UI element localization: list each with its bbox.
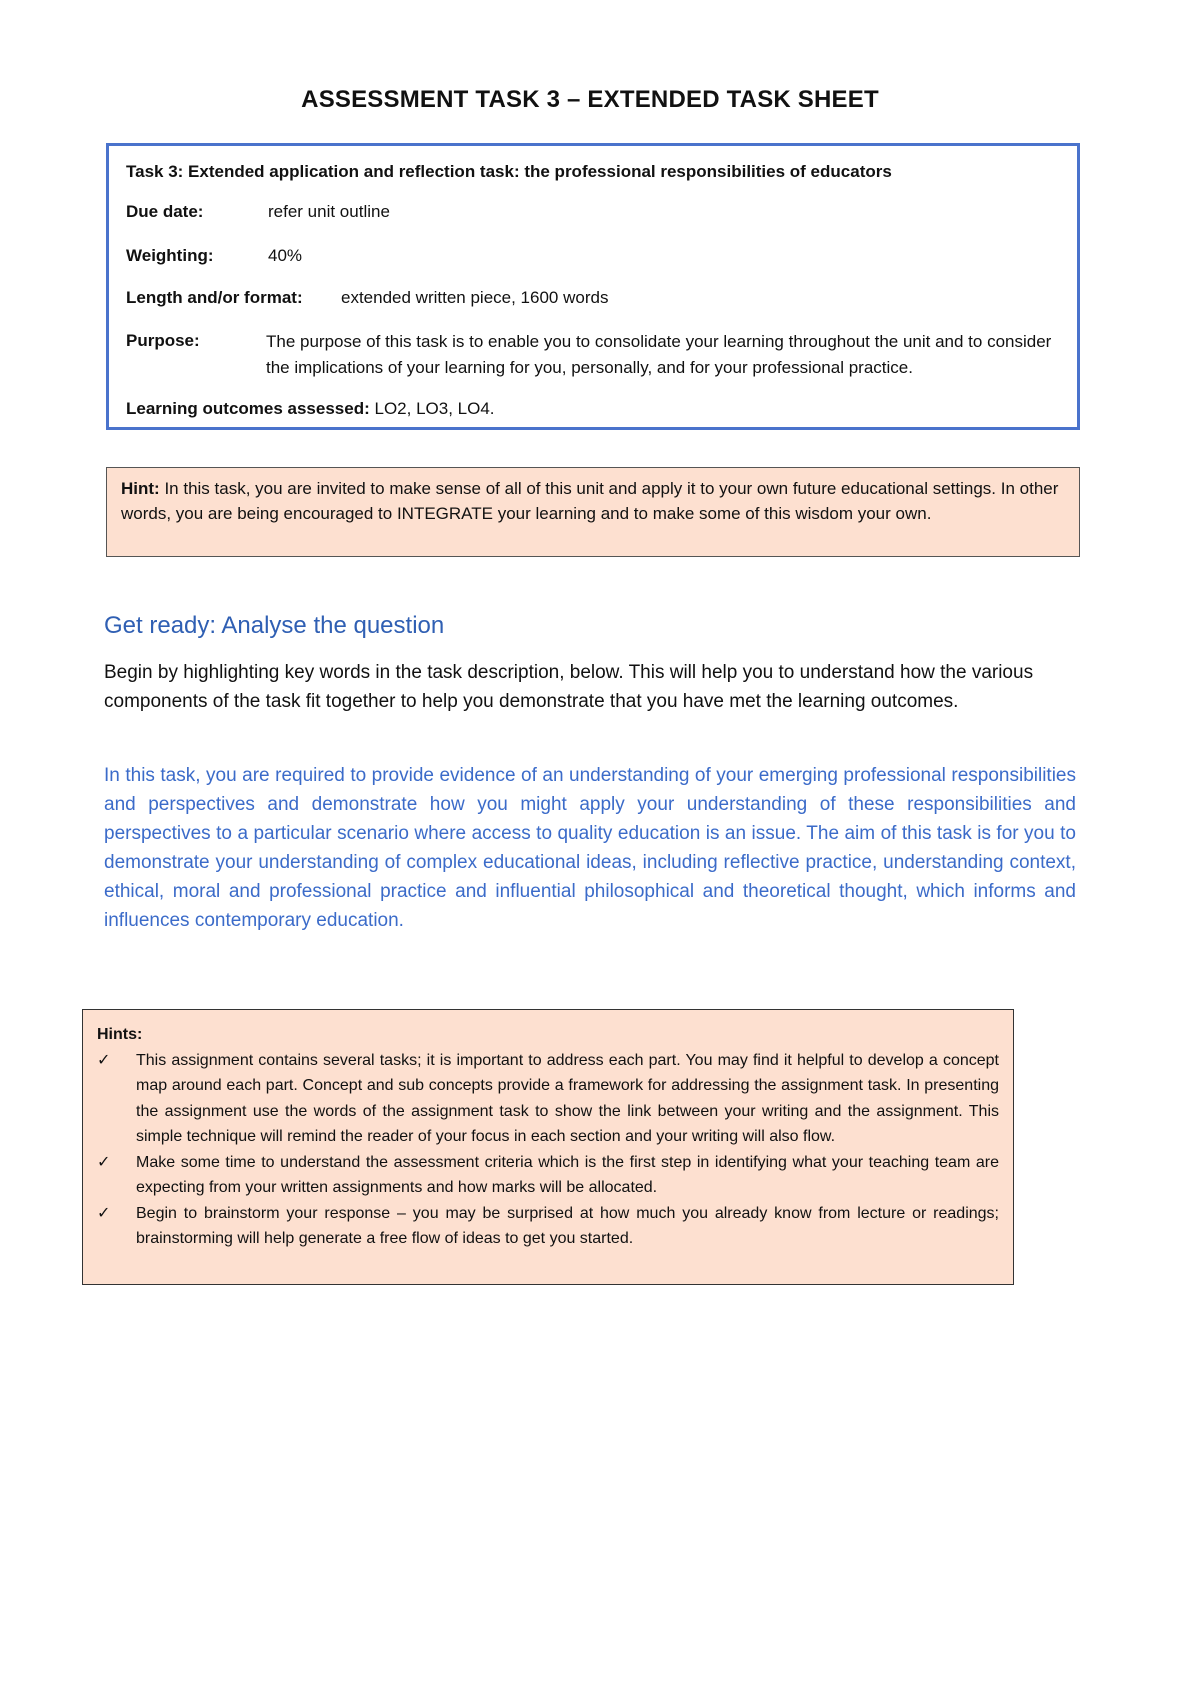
hints-box xyxy=(82,1009,1014,1285)
weighting-label: Weighting: xyxy=(126,246,214,265)
task-info-box xyxy=(106,143,1080,430)
due-date-value: refer unit outline xyxy=(268,202,390,221)
checkmark-icon: ✓ xyxy=(97,1153,111,1171)
checkmark-icon: ✓ xyxy=(97,1051,111,1069)
weighting-value: 40% xyxy=(268,246,303,265)
document-title: ASSESSMENT TASK 3 – EXTENDED TASK SHEET xyxy=(301,86,879,113)
task-heading: Task 3: Extended application and reflection task: the professional responsibilities of educators xyxy=(126,162,892,181)
hints-list xyxy=(97,1048,999,1252)
learning-outcomes-label: Learning outcomes assessed: xyxy=(126,399,370,418)
learning-outcomes-row xyxy=(126,397,495,421)
due-date-label: Due date: xyxy=(126,202,204,221)
length-format-label: Length and/or format: xyxy=(126,288,303,307)
list-item xyxy=(97,1048,999,1150)
hint-text: In this task, you are invited to make sense of all of this unit and apply it to your own future educational settings. In other words, you are being encouraged to INTEGRATE your learning and to make some of this wisdom your own. xyxy=(121,479,1059,523)
learning-outcomes-value: LO2, LO3, LO4. xyxy=(369,399,495,418)
purpose-value: The purpose of this task is to enable you to consolidate your learning throughout the unit and to consider the implications of your learning for you, personally, and for your professional practice. xyxy=(266,332,1052,377)
due-date-row xyxy=(126,200,390,224)
hint-item-text: Begin to brainstorm your response – you may be surprised at how much you already know from lecture or readings; brainstorming will help generate a free flow of ideas to get you started. xyxy=(136,1204,999,1247)
purpose-row xyxy=(126,329,1066,377)
hints-title: Hints: xyxy=(97,1026,143,1043)
list-item xyxy=(97,1150,999,1201)
length-format-row xyxy=(126,286,609,310)
checkmark-icon: ✓ xyxy=(97,1204,111,1222)
purpose-label: Purpose: xyxy=(126,331,200,350)
section-heading: Get ready: Analyse the question xyxy=(104,612,445,639)
hint-item-text: This assignment contains several tasks; it is important to address each part. You may find it helpful to develop a concept map around each part. Concept and sub concepts provide a framework for addressing the assignment task. In presenting the assignment use the words of the assignment task to show the link between your writing and the assignment. This simple technique will remind the reader of your focus in each section and your writing will also flow. xyxy=(136,1051,999,1145)
list-item xyxy=(97,1201,999,1252)
hint-box xyxy=(106,467,1080,557)
intro-paragraph: Begin by highlighting key words in the task description, below. This will help you to understand how the various components of the task fit together to help you demonstrate that you have met the learning outcomes. xyxy=(104,662,1034,712)
task-description: In this task, you are required to provide evidence of an understanding of your emerging professional responsibilities and perspectives and demonstrate how you might apply your understanding of these responsibilities and perspectives to a particular scenario where access to quality education is an issue. The aim of this task is for you to demonstrate your understanding of complex educational ideas, including reflective practice, understanding context, ethical, moral and professional practice and influential philosophical and theoretical thought, which informs and influences contemporary education. xyxy=(104,765,1076,931)
weighting-row xyxy=(126,244,303,268)
length-format-value: extended written piece, 1600 words xyxy=(341,288,609,307)
hint-item-text: Make some time to understand the assessment criteria which is the first step in identifying what your teaching team are expecting from your written assignments and how marks will be allocated. xyxy=(136,1153,999,1196)
hint-label: Hint: xyxy=(121,479,160,498)
